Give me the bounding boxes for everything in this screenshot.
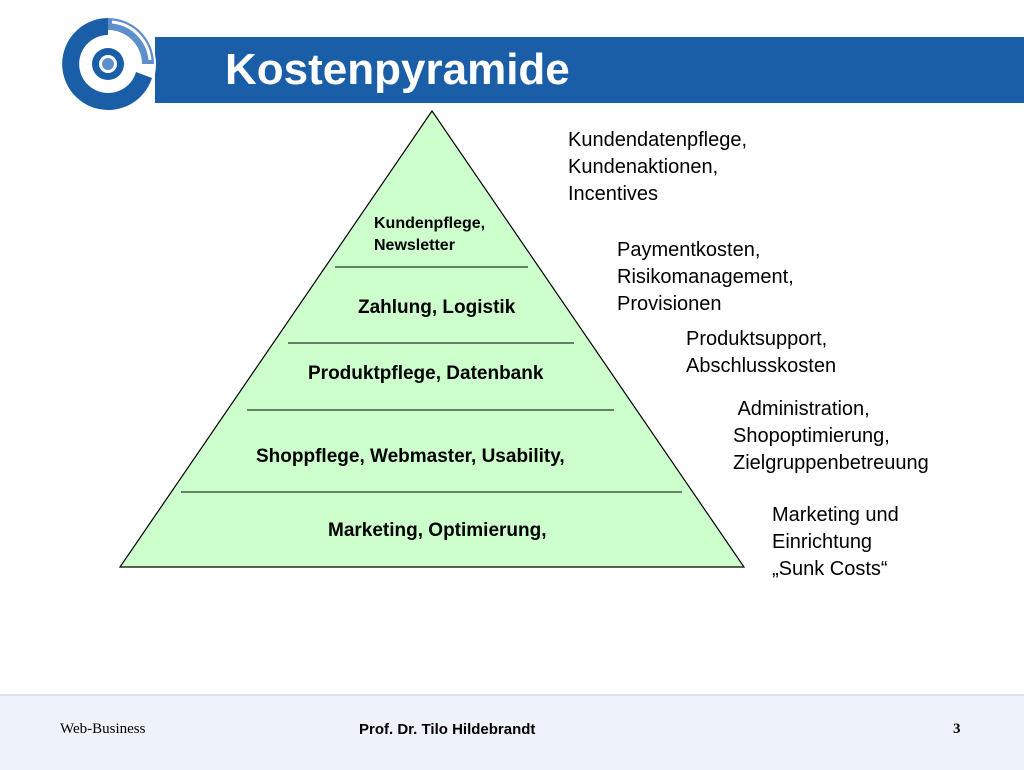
pyramid-layer-3-label: Produktpflege, Datenbank — [308, 363, 544, 384]
side-note-3: Produktsupport, Abschlusskosten — [686, 328, 837, 377]
slide-title: Kostenpyramide — [225, 45, 570, 94]
footer — [0, 694, 1024, 770]
side-note-2: Paymentkosten, Risikomanagement, Provisionen — [617, 239, 794, 315]
side-note-1: Kundendatenpflege, Kundenaktionen, Incentives — [568, 129, 748, 205]
footer-page-number: 3 — [953, 721, 961, 737]
pyramid-layer-5-label: Marketing, Optimierung, — [328, 520, 547, 541]
pyramid-layer-1-label: Kundenpflege, Newsletter — [374, 215, 486, 254]
side-note-5: Marketing und Einrichtung „Sunk Costs“ — [772, 504, 899, 580]
pyramid-layer-4-label: Shoppflege, Webmaster, Usability, — [256, 446, 565, 467]
footer-course: Web-Business — [60, 721, 146, 737]
side-note-4: Administration, Shopoptimierung, Zielgruppenbetreuung — [733, 398, 929, 474]
footer-author: Prof. Dr. Tilo Hildebrandt — [359, 721, 536, 738]
pyramid-layer-2-label: Zahlung, Logistik — [358, 297, 516, 318]
